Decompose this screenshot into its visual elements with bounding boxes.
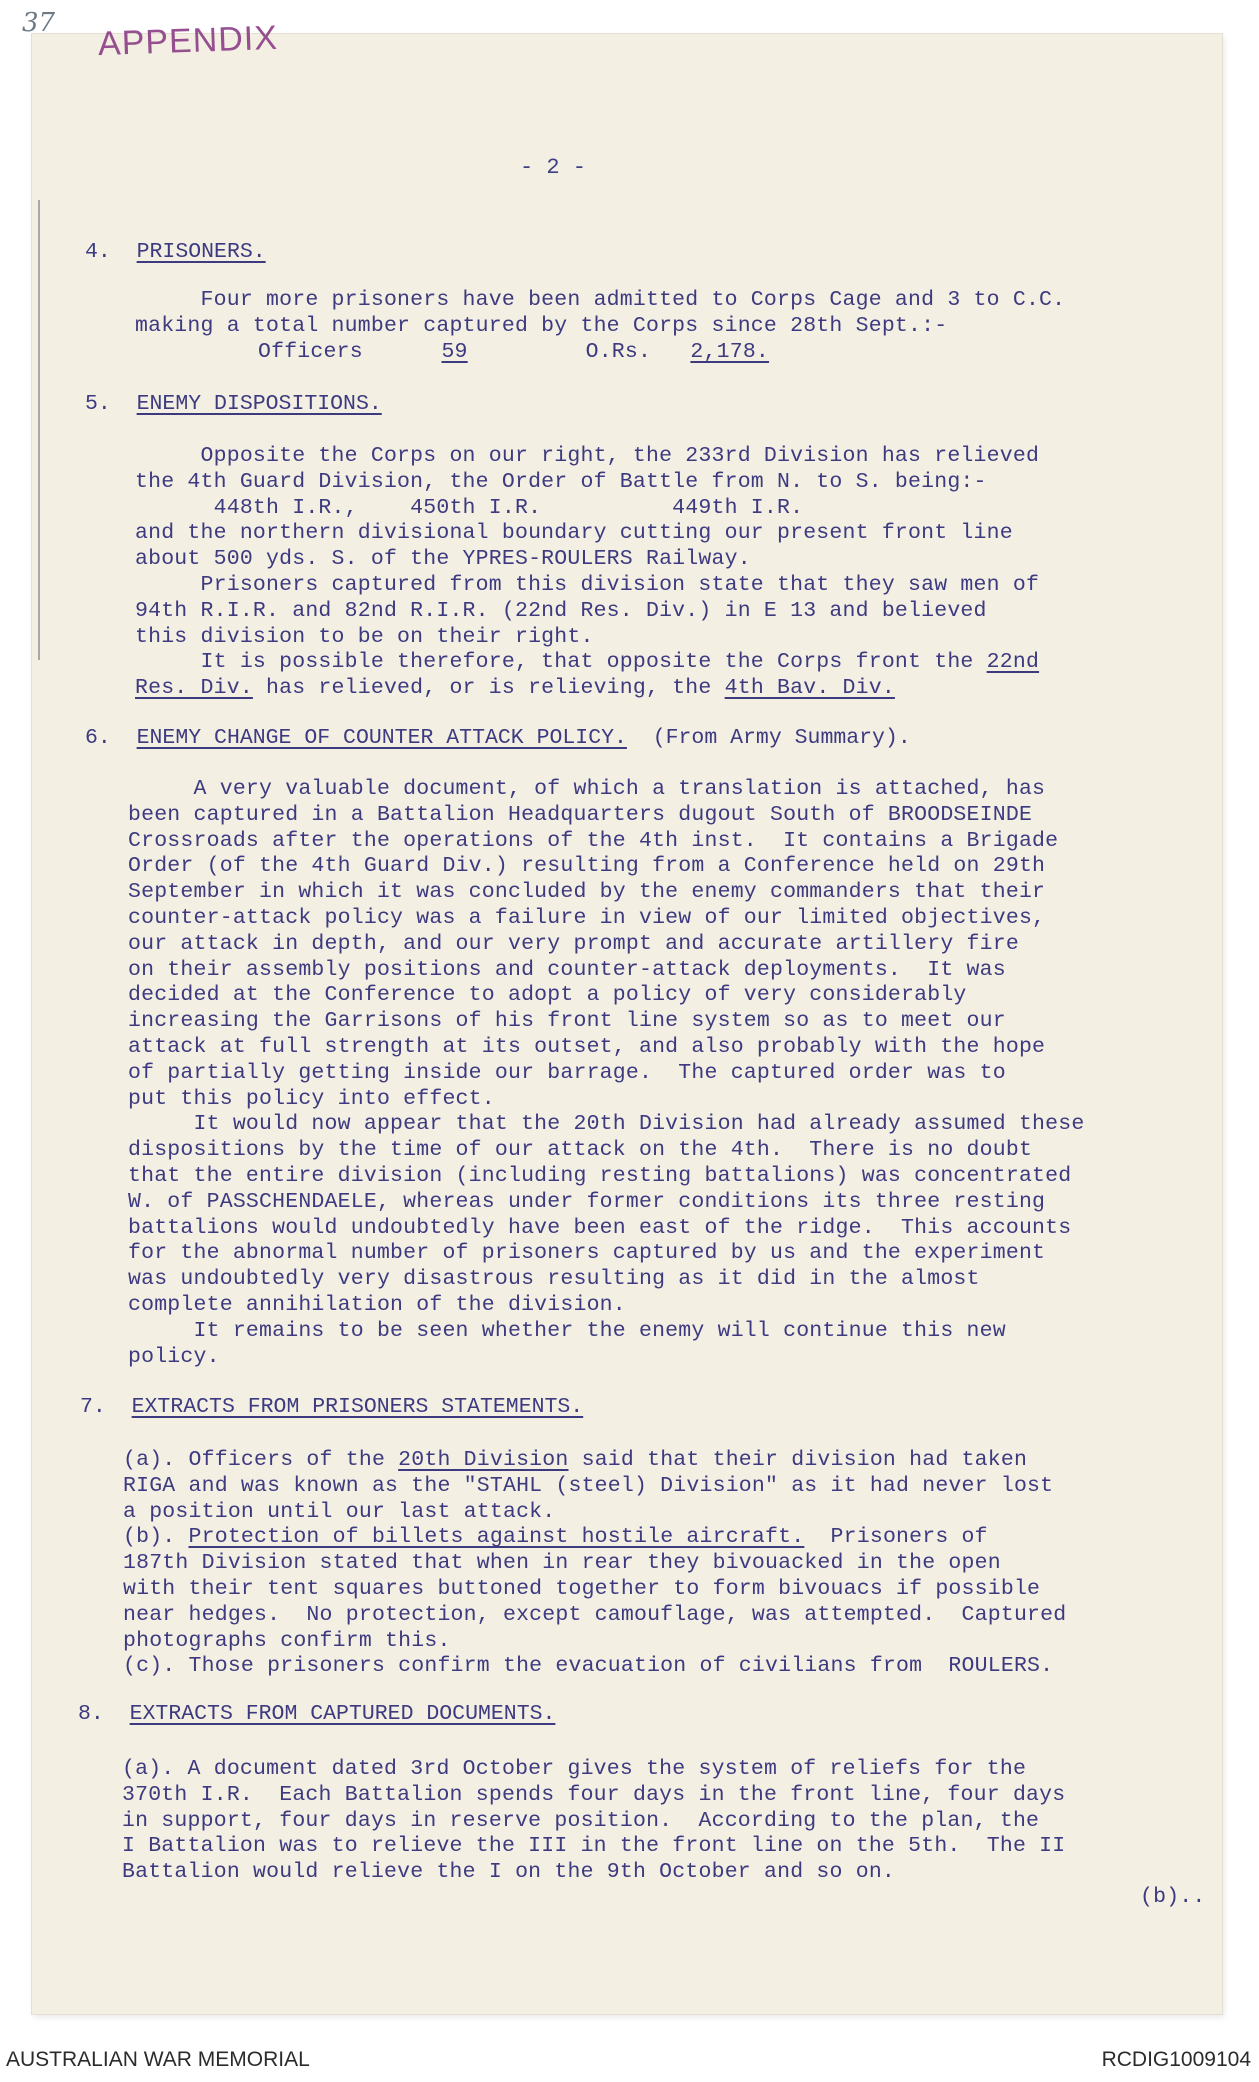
- ors-count: 2,178.: [690, 340, 770, 364]
- section-number: 5.: [85, 392, 111, 416]
- prisoner-counts: [258, 340, 769, 366]
- section-title: ENEMY DISPOSITIONS.: [136, 392, 382, 416]
- section-6-paragraph: A very valuable document, of which a translation is attached, has been captured in a Battalion Headquarters dugout South of BROODSEINDE Crossroads after the operations of the 4th inst. It contains a Brigade Order (of the 4th Guard Div.) resulting from a Conference held on 29th September in which it was concluded by the enemy commanders that their counter-attack policy was a failure in view of our limited objectives, our attack in depth, and our very prompt and accurate artillery fire on their assembly positions and counter-attack deployments. It was decided at the Conference to adopt a policy of very considerably increasing the Garrisons of his front line system so as to meet our attack at full strength at its outset, and also probably with the hope of partially getting inside our barrage. The captured order was to put this policy into effect. It would now appear that the 20th Division had already assumed these dispositions by the time of our attack on the 4th. There is no doubt that the entire division (including resting battalions) was concentrated W. of PASSCHENDAELE, whereas under former conditions its three resting battalions would undoubtedly have been east of the ridge. This accounts for the abnormal number of prisoners captured by us and the experiment was undoubtedly very disastrous resulting as it did in the almost complete annihilation of the division. It remains to be seen whether the enemy will continue this new policy.: [128, 777, 1085, 1369]
- section-title: PRISONERS.: [136, 240, 266, 264]
- footer-institution: AUSTRALIAN WAR MEMORIAL: [6, 2048, 310, 2071]
- section-5-heading: [85, 392, 382, 416]
- item-b-pre: (b).: [123, 1525, 189, 1550]
- section-5-mid: has relieved, or is relieving, the: [252, 676, 725, 701]
- ors-label: O.Rs.: [585, 340, 652, 364]
- item-a-post: said that their division had taken RIGA and was known as the "STAHL (steel) Division" as it had never lost a position until our last attack.: [123, 1448, 1054, 1524]
- page-number: - 2 -: [520, 155, 587, 180]
- section-6-heading: [85, 726, 911, 750]
- section-4-paragraph: Four more prisoners have been admitted to Corps Cage and 3 to C.C. making a total number captured by the Corps since 28th Sept.:-: [135, 288, 1066, 338]
- appendix-stamp: APPENDIX: [97, 18, 279, 64]
- section-title: EXTRACTS FROM CAPTURED DOCUMENTS.: [129, 1702, 556, 1726]
- section-8-heading: [78, 1702, 555, 1726]
- section-number: 7.: [80, 1395, 106, 1419]
- section-title: ENEMY CHANGE OF COUNTER ATTACK POLICY.: [136, 726, 627, 750]
- officers-label: Officers: [258, 340, 363, 364]
- section-7-paragraph: [123, 1448, 1066, 1680]
- underline-res-div: Res. Div.: [135, 676, 253, 701]
- continuation-marker: (b)..: [1140, 1885, 1206, 1909]
- item-b-post: Prisoners of 187th Division stated that when in rear they bivouacked in the open with their tent squares buttoned together to form bivouacs if possible near hedges. No protection, except camouflage, was attempted. Captured photographs confirm this.: [123, 1525, 1067, 1653]
- officers-count: 59: [441, 340, 468, 364]
- section-source: (From Army Summary).: [652, 726, 911, 750]
- section-8-paragraph: (a). A document dated 3rd October gives the system of reliefs for the 370th I.R. Each Battalion spends four days in the front line, four days in support, four days in reserve position. According to the plan, the I Battalion was to relieve the III in the front line on the 5th. The II Battalion would relieve the I on the 9th October and so on.: [122, 1757, 1066, 1885]
- item-c: (c). Those prisoners confirm the evacuation of civilians from ROULERS.: [123, 1654, 1054, 1679]
- section-5-paragraph: [135, 444, 1039, 702]
- section-7-heading: [80, 1395, 583, 1419]
- folio-number: 37: [22, 8, 56, 38]
- section-number: 6.: [85, 726, 111, 750]
- footer-record-id: RCDIG1009104: [1101, 2048, 1251, 2071]
- item-a-pre: (a). Officers of the: [123, 1448, 399, 1472]
- section-5-body: Opposite the Corps on our right, the 233rd Division has relieved the 4th Guard Division, the Order of Battle from N. to S. being:- 448th I.R., 450th I.R. 449th I.R. and the northern divisional boundary cutting our present front line about 500 yds. S. of the YPRES-ROULERS Railway. Prisoners captured from this division state that they saw men of 94th R.I.R. and 82nd R.I.R. (22nd Res. Div.) in E 13 and believed this division to be on their right. It is possible therefore, that opposite the Corps front the: [135, 444, 1040, 675]
- section-number: 4.: [85, 240, 111, 264]
- section-4-heading: [85, 240, 266, 264]
- section-number: 8.: [78, 1702, 104, 1726]
- margin-line: [38, 200, 40, 660]
- underline-4th-bav-div: 4th Bav. Div.: [724, 676, 895, 701]
- underline-22nd: 22nd: [986, 650, 1040, 675]
- item-a-underline: 20th Division: [398, 1448, 569, 1472]
- item-b-underline: Protection of billets against hostile aircraft.: [188, 1525, 805, 1550]
- section-title: EXTRACTS FROM PRISONERS STATEMENTS.: [131, 1395, 584, 1419]
